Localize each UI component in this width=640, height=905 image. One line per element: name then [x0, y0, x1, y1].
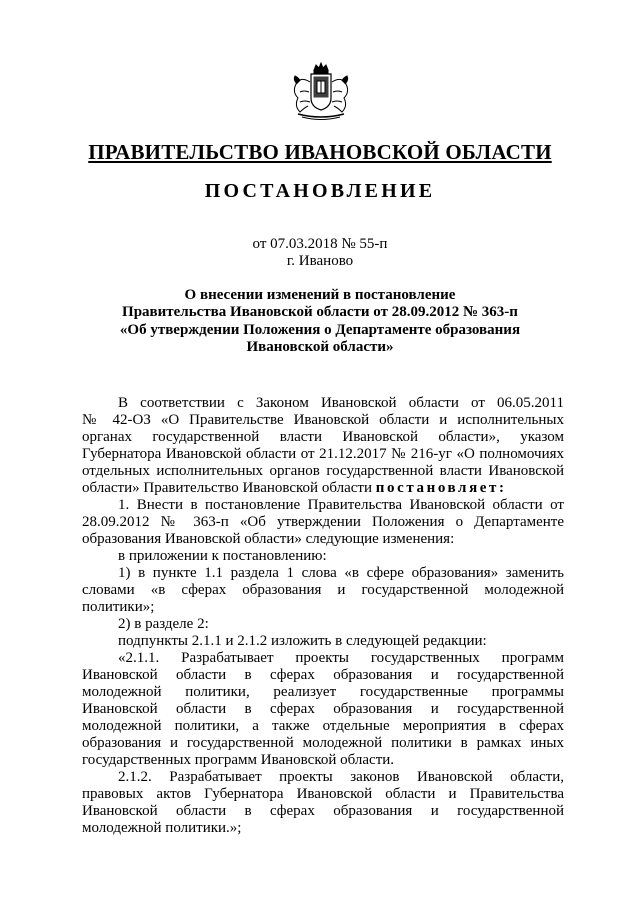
coat-of-arms-icon — [288, 62, 354, 122]
body-line: Ивановской области в сферах образования и государственной — [82, 667, 564, 683]
title-line: Ивановской области» — [246, 339, 394, 356]
body-line: «2.1.1. Разрабатывает проекты государственных программ — [118, 650, 564, 666]
body-line: образования Ивановской области» следующие изменения: — [82, 531, 455, 547]
body-line: политики»; — [82, 599, 155, 615]
title-line: О внесении изменений в постановление — [184, 287, 456, 303]
document-body — [82, 395, 564, 837]
body-line: 28.09.2012 № 363-п «Об утверждении Положения о Департаменте — [82, 514, 564, 530]
body-line: правовых актов Губернатора Ивановской области и Правительства — [82, 786, 564, 802]
body-line: Ивановской области в сферах образования и государственной — [82, 701, 564, 717]
body-line: 1. Внести в постановление Правительства Ивановской области от — [118, 497, 564, 513]
body-line: 1) в пункте 1.1 раздела 1 слова «в сфере образования» заменить — [118, 565, 564, 581]
body-text: области» Правительство Ивановской области — [82, 480, 372, 496]
body-line: молодежной политики, реализует государственные программы — [82, 684, 564, 700]
paragraph-item-1 — [82, 497, 564, 548]
city: г. Иваново — [286, 253, 354, 269]
body-line: Ивановской области в сферах образования и государственной — [82, 803, 564, 819]
title-line: Правительства Ивановской области от 28.09.2012 № 363-п — [122, 304, 518, 321]
body-line: 2.1.2. Разрабатывает проекты законов Ивановской области, — [118, 769, 564, 785]
body-line: № 42-ОЗ «О Правительстве Ивановской области и исполнительных — [82, 412, 564, 428]
body-line: В соответствии с Законом Ивановской области от 06.05.2011 — [118, 395, 564, 411]
body-line: 2) в разделе 2: — [118, 616, 209, 632]
document-type: ПОСТАНОВЛЕНИЕ — [204, 180, 436, 202]
body-line — [82, 480, 564, 497]
paragraph-2-1-2 — [82, 769, 564, 837]
body-line: молодежной политики.»; — [82, 820, 242, 836]
body-line: подпункты 2.1.1 и 2.1.2 изложить в следующей редакции: — [118, 633, 487, 649]
body-line: молодежной политики, а также отдельные мероприятия в сферах — [82, 718, 564, 734]
body-line: государственных программ Ивановской области. — [82, 752, 395, 768]
paragraph-2-1-1 — [82, 650, 564, 769]
body-line: словами «в сферах образования и государственной молодежной — [82, 582, 564, 598]
document-title — [0, 287, 640, 357]
body-line: отдельных исполнительных органов государственной власти Ивановской — [82, 463, 564, 479]
paragraph-preamble — [82, 395, 564, 497]
resolves-word: постановляет: — [375, 480, 507, 496]
date-number: от 07.03.2018 № 55-п — [252, 236, 388, 252]
body-line: образования и государственной молодежной политики в рамках иных — [82, 735, 564, 751]
body-line: в приложении к постановлению: — [118, 548, 327, 564]
paragraph-subitem-1 — [82, 565, 564, 616]
body-line: органах государственной власти Ивановской области», указом — [82, 429, 564, 445]
government-name: ПРАВИТЕЛЬСТВО ИВАНОВСКОЙ ОБЛАСТИ — [88, 140, 552, 164]
title-line: «Об утверждении Положения о Департаменте образования — [119, 321, 521, 338]
body-line: Губернатора Ивановской области от 21.12.2017 № 216-уг «О полномочиях — [82, 446, 564, 462]
date-and-place — [0, 236, 640, 270]
